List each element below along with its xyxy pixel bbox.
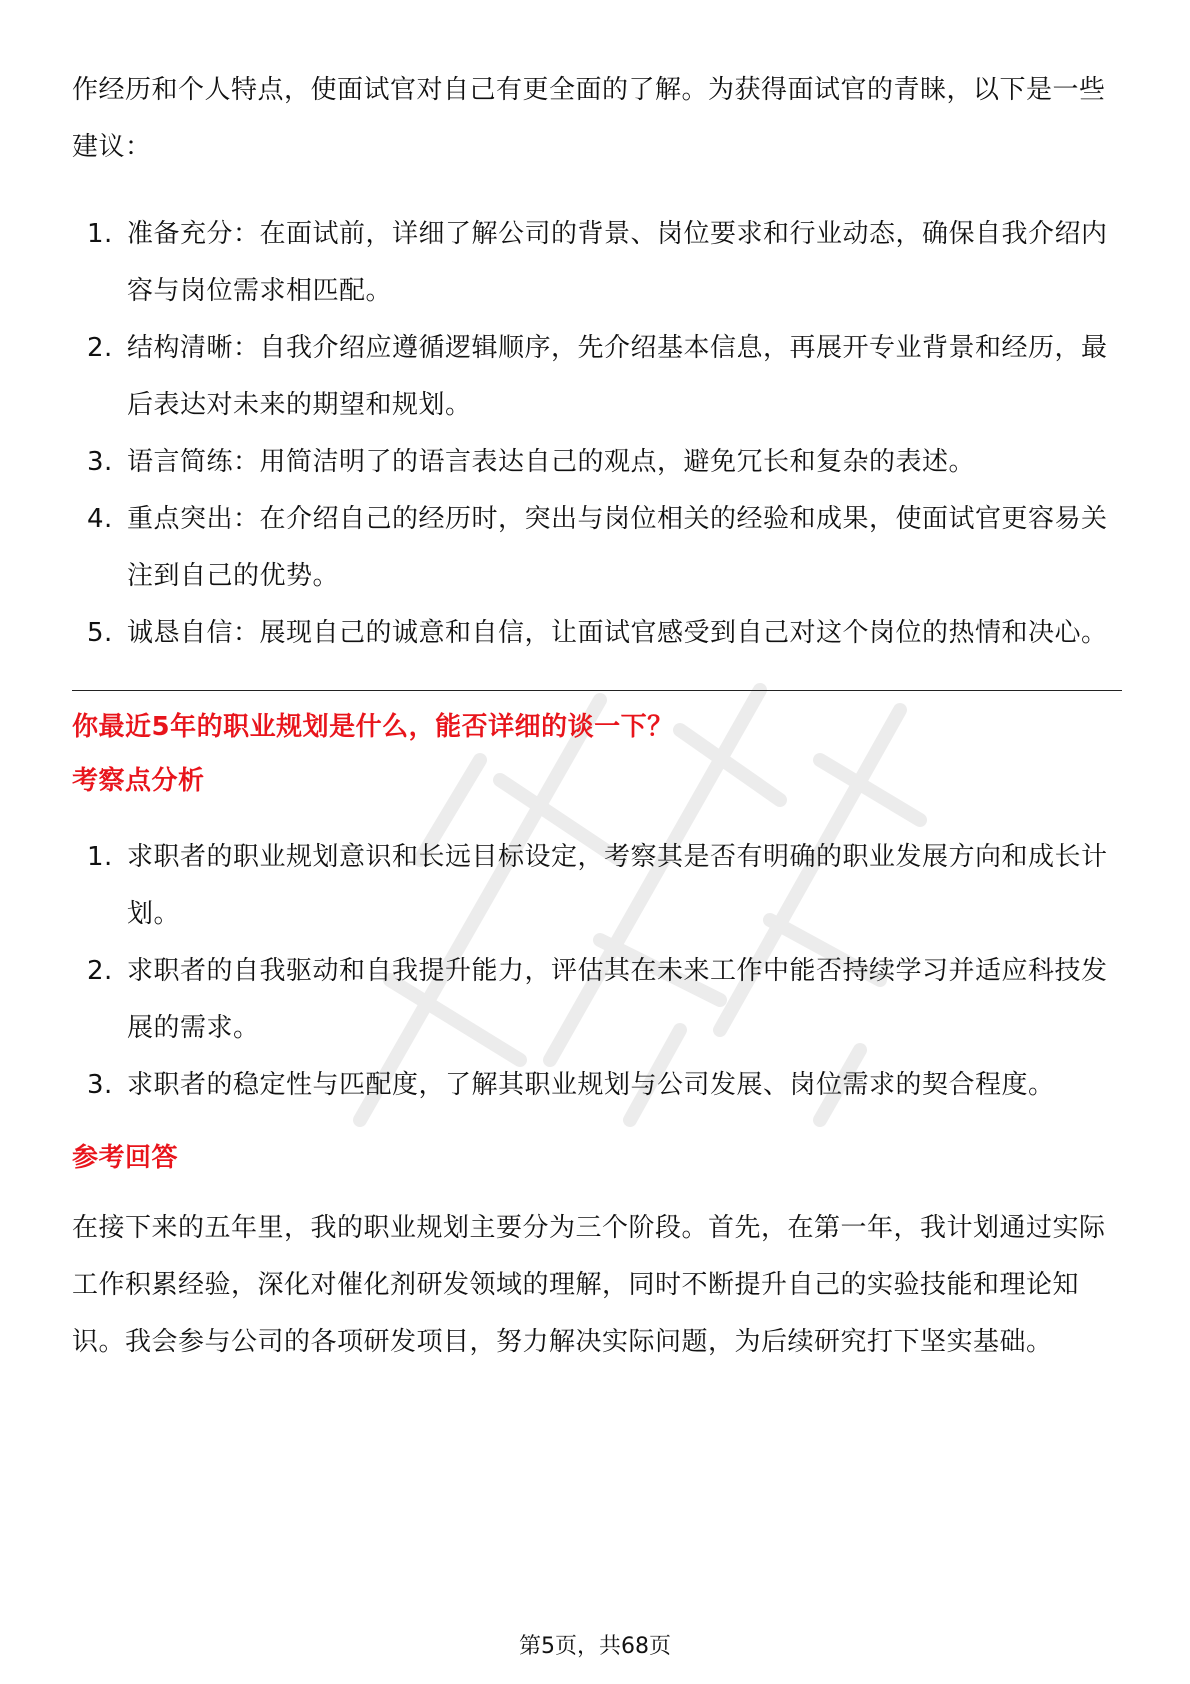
list-item-number: 1. <box>87 842 113 872</box>
intro-paragraph: 作经历和个人特点，使面试官对自己有更全面的了解。为获得面试官的青睐，以下是一些建议： <box>72 75 1106 162</box>
question-title: 你最近5年的职业规划是什么，能否详细的谈一下？ <box>72 712 674 742</box>
list-item <box>72 605 1122 662</box>
list-item <box>72 1057 1122 1114</box>
list-item <box>72 491 1122 605</box>
list-item-number: 3. <box>87 1070 113 1100</box>
list-item-text: 求职者的自我驱动和自我提升能力，评估其在未来工作中能否持续学习并适应科技发展的需求。 <box>127 956 1108 1043</box>
list-item <box>72 320 1122 434</box>
list-item-text: 准备充分：在面试前，详细了解公司的背景、岗位要求和行业动态，确保自我介绍内容与岗位需求相匹配。 <box>127 219 1108 306</box>
list-item-text: 求职者的职业规划意识和长远目标设定，考察其是否有明确的职业发展方向和成长计划。 <box>127 842 1108 929</box>
list-item <box>72 434 1122 491</box>
page-number: 第5页，共68页 <box>519 1634 671 1659</box>
list-item-text: 求职者的稳定性与匹配度，了解其职业规划与公司发展、岗位需求的契合程度。 <box>127 1070 1055 1100</box>
list-item-text: 结构清晰：自我介绍应遵循逻辑顺序，先介绍基本信息，再展开专业背景和经历，最后表达对未来的期望和规划。 <box>127 333 1108 420</box>
list-item-number: 4. <box>87 504 113 534</box>
document-page <box>72 62 1122 1371</box>
answer-heading: 参考回答 <box>72 1143 179 1173</box>
list-item-number: 1. <box>87 219 113 249</box>
analysis-list <box>72 829 1122 1114</box>
list-item <box>72 943 1122 1057</box>
list-item-text: 语言简练：用简洁明了的语言表达自己的观点，避免冗长和复杂的表述。 <box>127 447 976 477</box>
list-item-number: 5. <box>87 618 113 648</box>
list-item-number: 3. <box>87 447 113 477</box>
answer-paragraph: 在接下来的五年里，我的职业规划主要分为三个阶段。首先，在第一年，我计划通过实际工作积累经验，深化对催化剂研发领域的理解，同时不断提升自己的实验技能和理论知识。我会参与公司的各项研发项目，努力解决实际问题，为后续研究打下坚实基础。 <box>72 1213 1106 1357</box>
section-divider <box>72 690 1122 691</box>
list-item-text: 重点突出：在介绍自己的经历时，突出与岗位相关的经验和成果，使面试官更容易关注到自己的优势。 <box>127 504 1108 591</box>
list-item <box>72 206 1122 320</box>
list-item-number: 2. <box>87 333 113 363</box>
list-item <box>72 829 1122 943</box>
analysis-heading: 考察点分析 <box>72 766 205 796</box>
list-item-text: 诚恳自信：展现自己的诚意和自信，让面试官感受到自己对这个岗位的热情和决心。 <box>127 618 1108 648</box>
list-item-number: 2. <box>87 956 113 986</box>
advice-list <box>72 206 1122 662</box>
